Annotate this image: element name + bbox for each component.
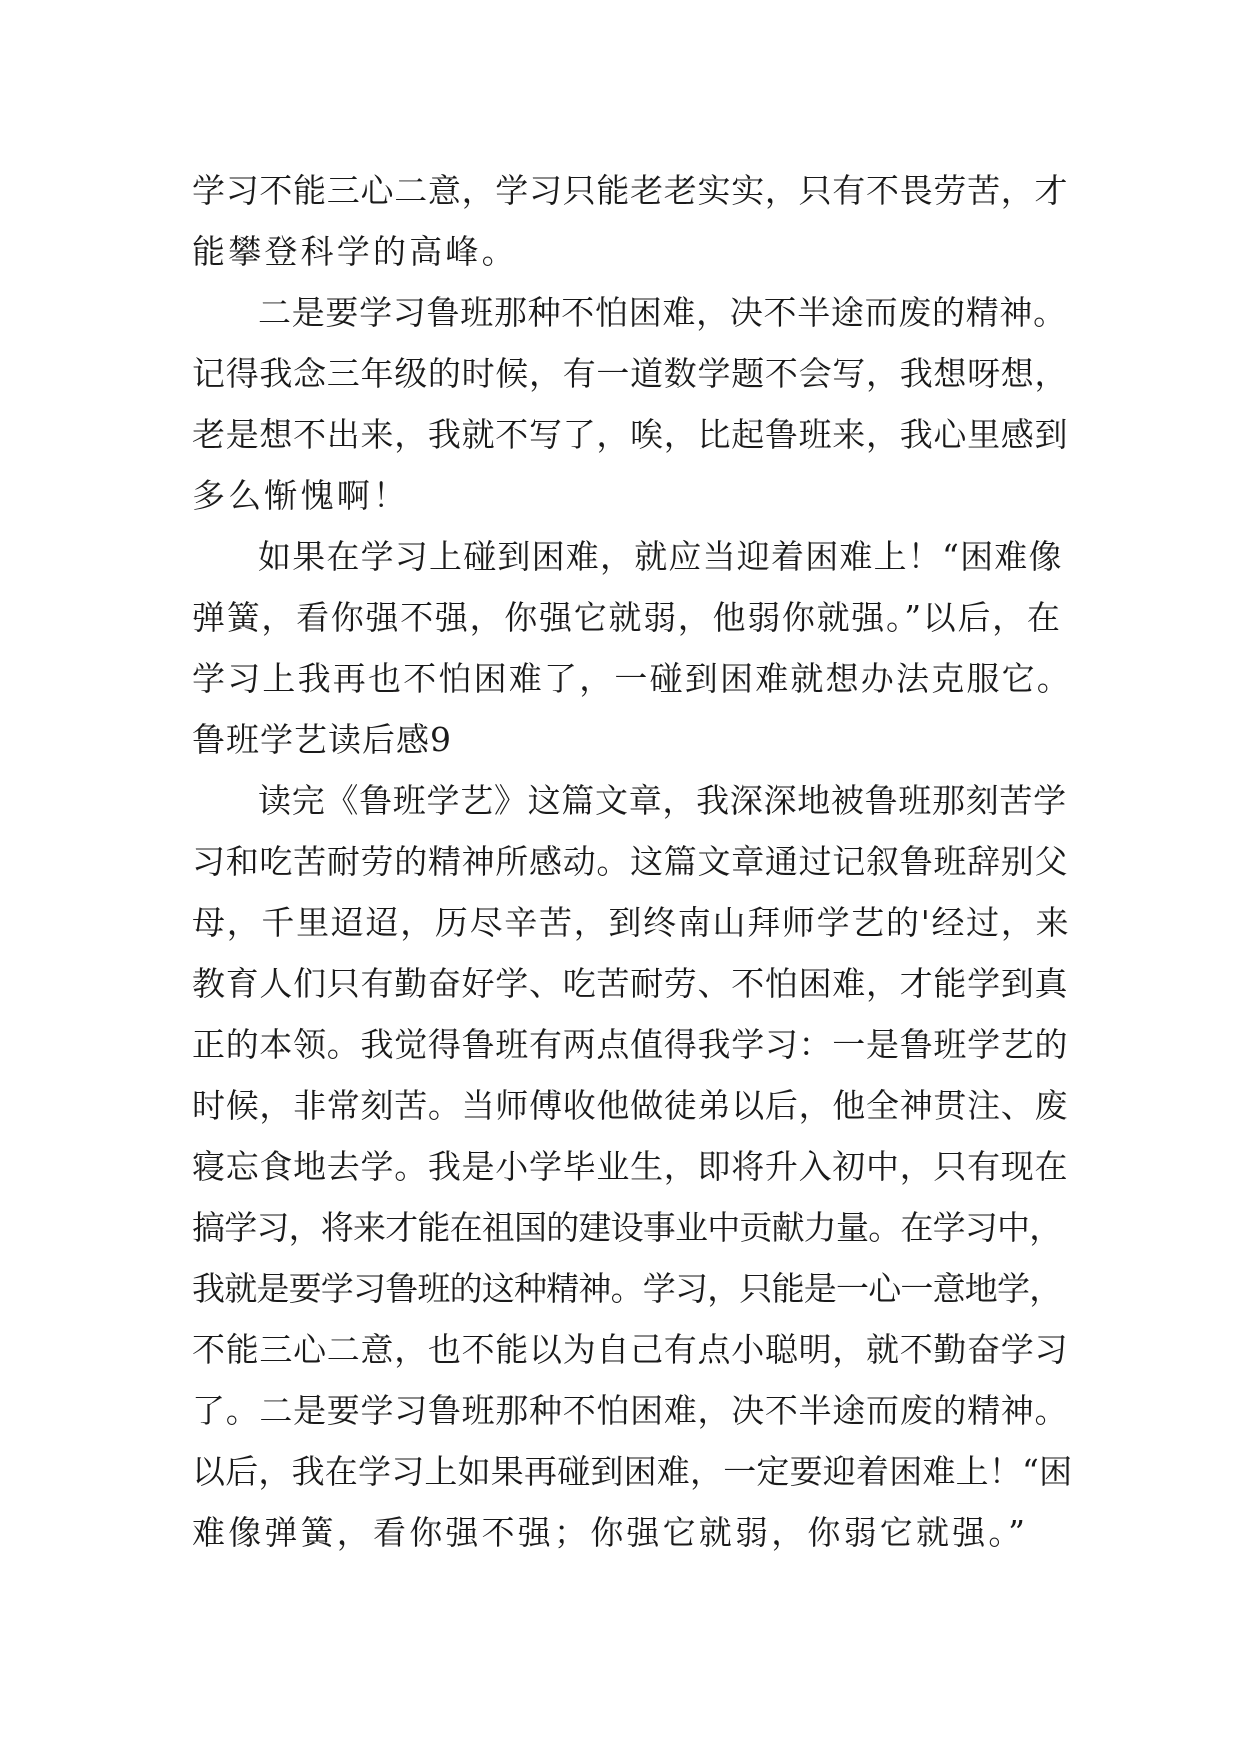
paragraph-start-line: 读完《鲁班学艺》这篇文章，我深深地被鲁班那刻苦学: [258, 781, 1067, 820]
text-line: 了。二是要学习鲁班那种不怕困难，决不半途而废的精神。: [192, 1391, 1069, 1430]
text-line: 母，千里迢迢，历尽辛苦，到终南山拜师学艺的'经过，来: [192, 903, 1071, 942]
paragraph-start-line: 二是要学习鲁班那种不怕困难，决不半途而废的精神。: [258, 293, 1067, 332]
text-line: 搞学习，将来才能在祖国的建设事业中贡献力量。在学习中，: [192, 1208, 1062, 1247]
section-heading: 鲁班学艺读后感9: [192, 720, 452, 759]
text-line: 寝忘食地去学。我是小学毕业生，即将升入初中，只有现在: [192, 1147, 1069, 1186]
text-line: 多么惭愧啊！: [192, 476, 410, 515]
text-line: 学习不能三心二意，学习只能老老实实，只有不畏劳苦，才: [192, 171, 1069, 210]
text-line: 习和吃苦耐劳的精神所感动。这篇文章通过记叙鲁班辞别父: [192, 842, 1069, 881]
text-line: 以后，我在学习上如果再碰到困难，一定要迎着困难上！“困: [192, 1452, 1073, 1491]
text-line: 能攀登科学的高峰。: [192, 232, 518, 271]
paragraph-start-line: 如果在学习上碰到困难，就应当迎着困难上！“困难像: [258, 537, 1063, 576]
text-line: 记得我念三年级的时候，有一道数学题不会写，我想呀想，: [192, 354, 1069, 393]
body-text: [192, 160, 1072, 1563]
text-line: 时候，非常刻苦。当师傅收他做徒弟以后，他全神贯注、废: [192, 1086, 1069, 1125]
text-line: 难像弹簧，看你强不强；你强它就弱，你弱它就强。”: [192, 1513, 1029, 1552]
text-line: 教育人们只有勤奋好学、吃苦耐劳、不怕困难，才能学到真: [192, 964, 1069, 1003]
text-line: 学习上我再也不怕困难了，一碰到困难就想办法克服它。: [192, 659, 1072, 698]
text-line: 老是想不出来，我就不写了，唉，比起鲁班来，我心里感到: [192, 415, 1069, 454]
text-line: 不能三心二意，也不能以为自己有点小聪明，就不勤奋学习: [192, 1330, 1069, 1369]
text-line: 正的本领。我觉得鲁班有两点值得我学习：一是鲁班学艺的: [192, 1025, 1069, 1064]
text-line: 弹簧，看你强不强，你强它就弱，他弱你就强。”以后，在: [192, 598, 1062, 637]
text-line: 我就是要学习鲁班的这种精神。学习，只能是一心一意地学，: [192, 1269, 1062, 1308]
